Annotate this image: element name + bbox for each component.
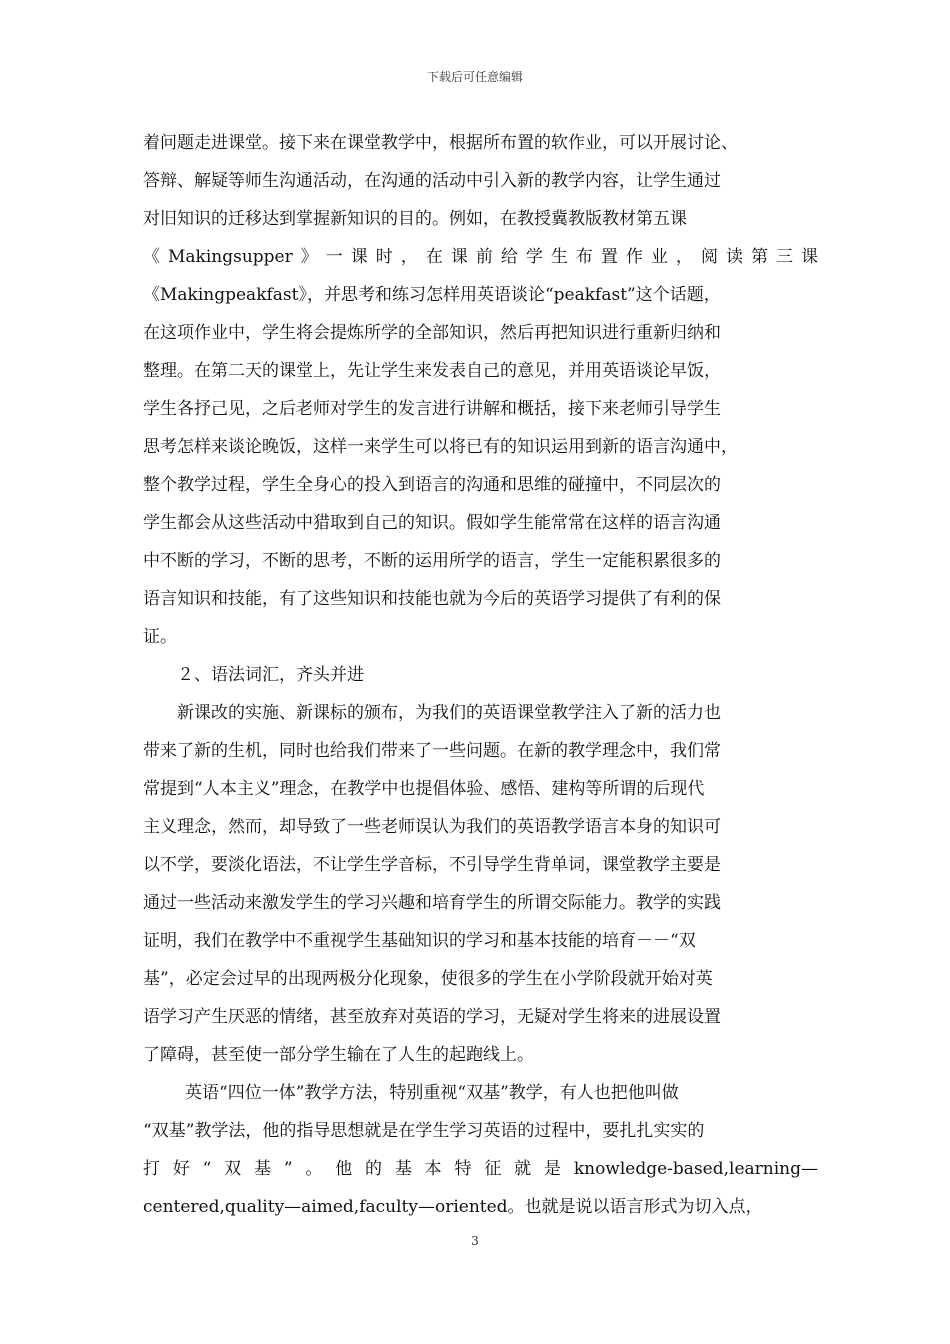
page-header: 下载后可任意编辑 <box>426 70 523 84</box>
text-line: 《Makingsupper》一课时，在课前给学生布置作业，阅读第三课 <box>143 247 818 267</box>
text-line: 证明，我们在教学中不重视学生基础知识的学习和基本技能的培育－－“双 <box>143 931 696 951</box>
text-line: 《Makingpeakfast》，并思考和练习怎样用英语谈论“peakfast”这个话题， <box>143 285 721 305</box>
text-line: 在这项作业中，学生将会提炼所学的全部知识，然后再把知识进行重新归纳和 <box>143 323 721 343</box>
text-line: 主义理念，然而，却导致了一些老师误认为我们的英语教学语言本身的知识可 <box>143 817 721 837</box>
page-number: 3 <box>471 1234 479 1248</box>
text-line: 整个教学过程，学生全身心的投入到语言的沟通和思维的碰撞中，不同层次的 <box>143 475 721 495</box>
text-line: 新课改的实施、新课标的颁布，为我们的英语课堂教学注入了新的活力也 <box>177 703 721 723</box>
text-line: 整理。在第二天的课堂上，先让学生来发表自己的意见，并用英语谈论早饭， <box>143 361 721 381</box>
text-line: centered,quality—aimed,faculty—oriented。也就是说以语言形式为切入点， <box>143 1197 763 1217</box>
text-line: 中不断的学习，不断的思考，不断的运用所学的语言，学生一定能积累很多的 <box>143 551 721 571</box>
text-line: 语学习产生厌恶的情绪，甚至放弃对英语的学习，无疑对学生将来的进展设置 <box>143 1007 721 1027</box>
text-line: 常提到“人本主义”理念，在教学中也提倡体验、感悟、建构等所谓的后现代 <box>143 779 705 799</box>
text-line: 着问题走进课堂。接下来在课堂教学中，根据所布置的软作业，可以开展讨论、 <box>143 133 738 153</box>
text-line: 以不学，要淡化语法，不让学生学音标，不引导学生背单词，课堂教学主要是 <box>143 855 721 875</box>
text-line: 学生各抒己见，之后老师对学生的发言进行讲解和概括，接下来老师引导学生 <box>143 399 721 419</box>
text-line: 通过一些活动来激发学生的学习兴趣和培育学生的所谓交际能力。教学的实践 <box>143 893 721 913</box>
text-line: “双基”教学法，他的指导思想就是在学生学习英语的过程中，要扎扎实实的 <box>143 1121 705 1141</box>
text-line: 语言知识和技能，有了这些知识和技能也就为今后的英语学习提供了有利的保 <box>143 589 721 609</box>
text-line: 基”，必定会过早的出现两极分化现象，使很多的学生在小学阶段就开始对英 <box>143 969 713 989</box>
text-line: 了障碍，甚至使一部分学生输在了人生的起跑线上。 <box>143 1045 534 1065</box>
text-line: 英语“四位一体”教学方法，特别重视“双基”教学，有人也把他叫做 <box>185 1083 679 1103</box>
text-line: 思考怎样来谈论晚饭，这样一来学生可以将已有的知识运用到新的语言沟通中， <box>143 437 738 457</box>
text-line: 对旧知识的迁移达到掌握新知识的目的。例如，在教授冀教版教材第五课 <box>143 209 687 229</box>
text-line: 学生都会从这些活动中猎取到自己的知识。假如学生能常常在这样的语言沟通 <box>143 513 721 533</box>
text-line: 答辩、解疑等师生沟通活动，在沟通的活动中引入新的教学内容，让学生通过 <box>143 171 721 191</box>
text-line: 证。 <box>143 627 177 647</box>
text-line: 打好“双基”。他的基本特征就是knowledge-based,learning— <box>143 1159 818 1179</box>
text-line: 带来了新的生机，同时也给我们带来了一些问题。在新的教学理念中，我们常 <box>143 741 721 761</box>
section-heading: ２、语法词汇，齐头并进 <box>177 665 364 685</box>
body-text <box>143 124 818 1226</box>
